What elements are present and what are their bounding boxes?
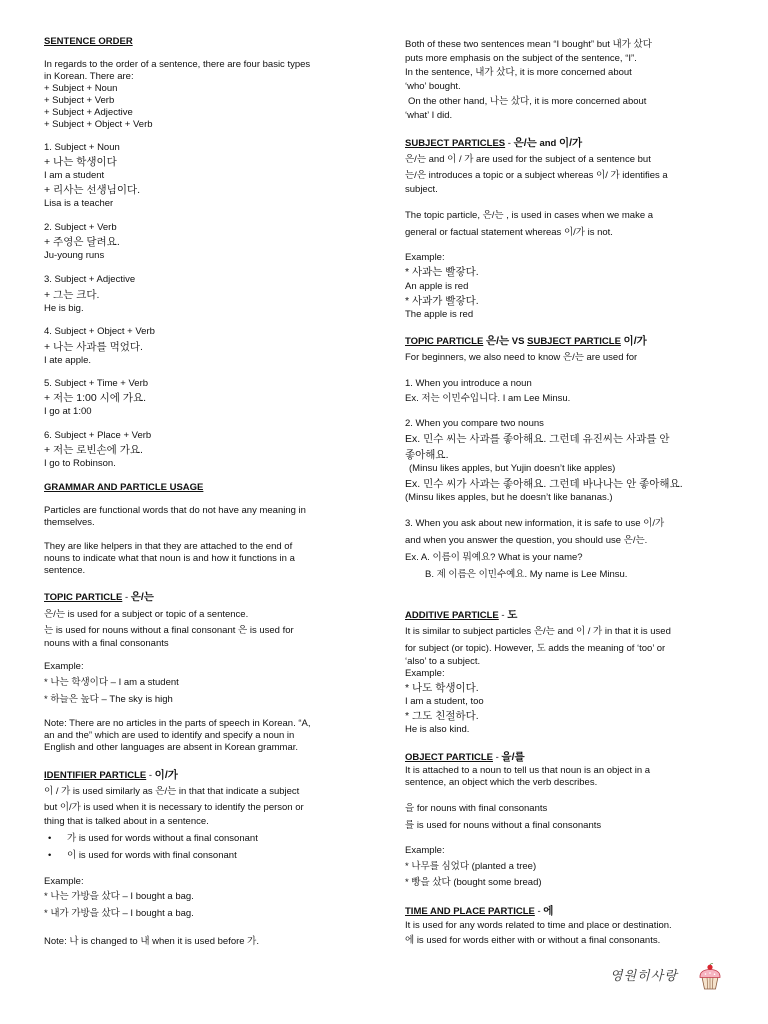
paragraph-line: The topic particle, 은/는 , is used in cases when we make a	[405, 210, 654, 221]
case-title: 1. When you introduce a noun	[405, 378, 532, 389]
note-line: English and other languages are absent in Korean grammar.	[44, 742, 299, 753]
case-example: Ex. A. 이름이 뭐예요? What is your name?	[405, 552, 583, 563]
heading-separator: -	[124, 592, 129, 603]
example-line: * 나무를 심었다 (planted a tree)	[405, 861, 537, 872]
example-korean: + 리사는 선생님이다.	[44, 184, 141, 196]
paragraph-line: for subject (or topic). However, 도 adds the meaning of ‘too’ or	[405, 643, 666, 654]
heading-particle: 은/는	[513, 137, 537, 149]
case-title: 2. When you compare two nouns	[405, 418, 544, 429]
example-korean: + 그는 크다.	[44, 289, 100, 301]
sentence-type-item: + Subject + Verb	[44, 95, 115, 106]
paragraph-line: themselves.	[44, 517, 95, 528]
heading-label: SUBJECT PARTICLE	[527, 336, 621, 347]
object-particle-heading	[405, 750, 525, 764]
heading-particle: 에	[543, 905, 554, 917]
example-korean: + 나는 학생이다	[44, 156, 117, 168]
example-translation: I ate apple.	[44, 355, 92, 366]
paragraph-line: Particles are functional words that do not have any meaning in	[44, 505, 306, 516]
case-example: 좋아해요.	[405, 449, 449, 461]
example-title: 1. Subject + Noun	[44, 142, 120, 153]
heading-label: TOPIC PARTICLE	[44, 592, 123, 603]
case-example: B. 제 이름은 이민수예요. My name is Lee Minsu.	[425, 569, 628, 580]
paragraph-line: nouns with a final consonants	[44, 638, 169, 649]
paragraph-line: It is used for any words related to time and place or destination.	[405, 920, 672, 931]
example-line: * 나는 가방을 샀다 – I bought a bag.	[44, 891, 194, 902]
paragraph-line: It is similar to subject particles 은/는 and 이 / 가 in that it is used	[405, 626, 671, 637]
heading-label: IDENTIFIER PARTICLE	[44, 770, 147, 781]
case-title: 3. When you ask about new information, it is safe to use 이/가	[405, 518, 665, 529]
paragraph-line: They are like helpers in that they are attached to the end of	[44, 541, 293, 552]
example-label: Example:	[405, 845, 445, 856]
example-translation: The apple is red	[405, 309, 474, 320]
paragraph-line: On the other hand, 나는 샀다, it is more concerned about	[408, 96, 647, 107]
sentence-type-item: + Subject + Noun	[44, 83, 118, 94]
paragraph-line: sentence, an object which the verb describes.	[405, 777, 598, 788]
example-korean: + 나는 사과를 먹었다.	[44, 341, 143, 353]
heading-particle: 이/가	[623, 335, 647, 347]
form-line: 를 is used for nouns without a final consonants	[405, 820, 602, 831]
example-label: Example:	[44, 661, 84, 672]
paragraph-line: 는 is used for nouns without a final consonant 은 is used for	[44, 625, 294, 636]
example-translation: Ju-young runs	[44, 250, 105, 261]
paragraph-line: In the sentence, 내가 샀다, it is more concerned about	[405, 67, 632, 78]
example-korean: * 사과는 빨갛다.	[405, 266, 479, 278]
paragraph-line: It is attached to a noun to tell us that noun is an object in a	[405, 765, 651, 776]
paragraph-line: 은/는 is used for a subject or topic of a sentence.	[44, 609, 249, 620]
additive-particle-heading	[405, 608, 517, 622]
heading-separator: -	[537, 906, 541, 917]
heading-vs: VS	[511, 336, 525, 347]
logo-text: 영원히사랑	[610, 969, 678, 984]
list-item-text: 가 is used for words without a final consonant	[67, 833, 258, 844]
note-line: Note: There are no articles in the parts of speech in Korean. “A,	[44, 718, 311, 729]
paragraph-line: Both of these two sentences mean “I bought” but 내가 샀다	[405, 39, 652, 50]
example-translation: I go at 1:00	[44, 406, 92, 417]
example-translation: He is also kind.	[405, 724, 470, 735]
logo	[610, 962, 722, 992]
example-label: Example:	[44, 876, 84, 887]
sentence-type-item: + Subject + Adjective	[44, 107, 133, 118]
heading-separator: -	[148, 770, 153, 781]
heading-label: TOPIC PARTICLE	[405, 336, 484, 347]
example-translation: Lisa is a teacher	[44, 198, 114, 209]
example-line: * 하늘은 높다 – The sky is high	[44, 694, 173, 705]
paragraph-line: 은/는 and 이 / 가 are used for the subject of a sentence but	[405, 154, 651, 165]
heading-label: SUBJECT PARTICLES	[405, 138, 506, 149]
paragraph-line: For beginners, we also need to know 은/는 are used for	[405, 352, 638, 363]
sentence-order-heading: SENTENCE ORDER	[44, 36, 133, 47]
example-korean: * 사과가 빨갛다.	[405, 295, 479, 307]
paragraph-line: subject.	[405, 184, 438, 195]
example-title: 6. Subject + Place + Verb	[44, 430, 152, 441]
grammar-usage-heading: GRAMMAR AND PARTICLE USAGE	[44, 482, 204, 493]
heading-particle: 이/가	[558, 137, 583, 149]
example-title: 2. Subject + Verb	[44, 222, 117, 233]
cupcake-icon	[698, 963, 722, 990]
paragraph-line: ‘also’ to a subject.	[405, 656, 481, 667]
right-column	[405, 0, 735, 1024]
example-label: Example:	[405, 668, 445, 679]
example-korean: + 저는 1:00 시에 가요.	[44, 392, 147, 404]
topic-vs-subject-heading	[405, 334, 647, 348]
example-translation: He is big.	[44, 303, 84, 314]
paragraph-line: sentence.	[44, 565, 86, 576]
example-korean: + 저는 로빈손에 가요.	[44, 444, 143, 456]
case-example: Ex. 민수 씨는 사과를 좋아해요. 그런데 유진씨는 사과를 안	[405, 433, 670, 445]
example-label: Example:	[405, 252, 445, 263]
sentence-type-item: + Subject + Object + Verb	[44, 119, 153, 130]
paragraph-line: 에 is used for words either with or without a final consonants.	[405, 935, 661, 946]
case-translation: (Minsu likes apples, but Yujin doesn’t like apples)	[409, 463, 616, 474]
paragraph-line: but 이/가 is used when it is necessary to identify the person or	[44, 802, 304, 813]
example-translation: An apple is red	[405, 281, 469, 292]
example-line: * 내가 가방을 샀다 – I bought a bag.	[44, 908, 194, 919]
subject-particles-heading	[405, 136, 582, 150]
bullet-icon: •	[48, 850, 52, 861]
heading-particle: 도	[507, 609, 518, 621]
example-title: 4. Subject + Object + Verb	[44, 326, 155, 337]
heading-label: TIME AND PLACE PARTICLE	[405, 906, 535, 917]
heading-particle: 은/는	[485, 335, 510, 347]
bullet-icon: •	[48, 833, 52, 844]
note-line: an and the” which are used to identify and specify a noun in	[44, 730, 295, 741]
case-example: Ex. 민수 씨가 사과는 좋아해요. 그런데 바나나는 안 좋아해요.	[405, 478, 683, 490]
paragraph-line: 는/은 introduces a topic or a subject whereas 이/ 가 identifies a	[405, 170, 668, 181]
left-column	[44, 0, 364, 1024]
example-line: * 나는 학생이다 – I am a student	[44, 677, 179, 688]
paragraph-line: puts more emphasis on the subject of the sentence, “I”.	[405, 53, 637, 64]
example-korean: * 그도 친절하다.	[405, 710, 479, 722]
example-title: 5. Subject + Time + Verb	[44, 378, 149, 389]
example-line: * 빵을 샀다 (bought some bread)	[405, 877, 542, 888]
paragraph-line: thing that is talked about in a sentence.	[44, 816, 209, 827]
paragraph-line: ‘who’ bought.	[405, 81, 461, 92]
intro-line: In regards to the order of a sentence, there are four basic types	[44, 59, 311, 70]
paragraph-line: nouns to indicate what that noun is and how it functions in a	[44, 553, 295, 564]
heading-conjunction: and	[539, 138, 557, 149]
paragraph-line: and when you answer the question, you should use 은/는.	[405, 535, 648, 546]
paragraph-line: ‘what’ I did.	[405, 110, 453, 121]
example-title: 3. Subject + Adjective	[44, 274, 136, 285]
heading-separator: -	[495, 752, 499, 763]
list-item-text: 이 is used for words with final consonant	[67, 850, 237, 861]
heading-label: OBJECT PARTICLE	[405, 752, 493, 763]
identifier-particle-heading	[44, 768, 178, 782]
case-translation: (Minsu likes apples, but he doesn’t like bananas.)	[405, 492, 613, 503]
paragraph-line: general or factual statement whereas 이/가 is not.	[405, 227, 613, 238]
paragraph-line: 이 / 가 is used similarly as 은/는 in that that indicate a subject	[44, 786, 300, 797]
intro-line: in Korean. There are:	[44, 71, 134, 82]
case-example: Ex. 저는 이민수입니다. I am Lee Minsu.	[405, 393, 571, 404]
heading-particle: 이/가	[154, 769, 178, 781]
example-translation: I am a student	[44, 170, 105, 181]
heading-particle: 을/를	[501, 751, 525, 763]
example-translation: I am a student, too	[405, 696, 484, 707]
example-korean: * 나도 학생이다.	[405, 682, 479, 694]
example-translation: I go to Robinson.	[44, 458, 116, 469]
time-place-particle-heading	[405, 904, 553, 918]
heading-particle: 은/는	[130, 591, 154, 603]
example-korean: + 주영은 달려요.	[44, 236, 120, 248]
note-line: Note: 나 is changed to 내 when it is used before 가.	[44, 936, 260, 947]
form-line: 을 for nouns with final consonants	[405, 803, 548, 814]
heading-label: ADDITIVE PARTICLE	[405, 610, 499, 621]
heading-separator: -	[507, 138, 511, 149]
heading-separator: -	[501, 610, 505, 621]
topic-particle-heading	[44, 590, 154, 604]
